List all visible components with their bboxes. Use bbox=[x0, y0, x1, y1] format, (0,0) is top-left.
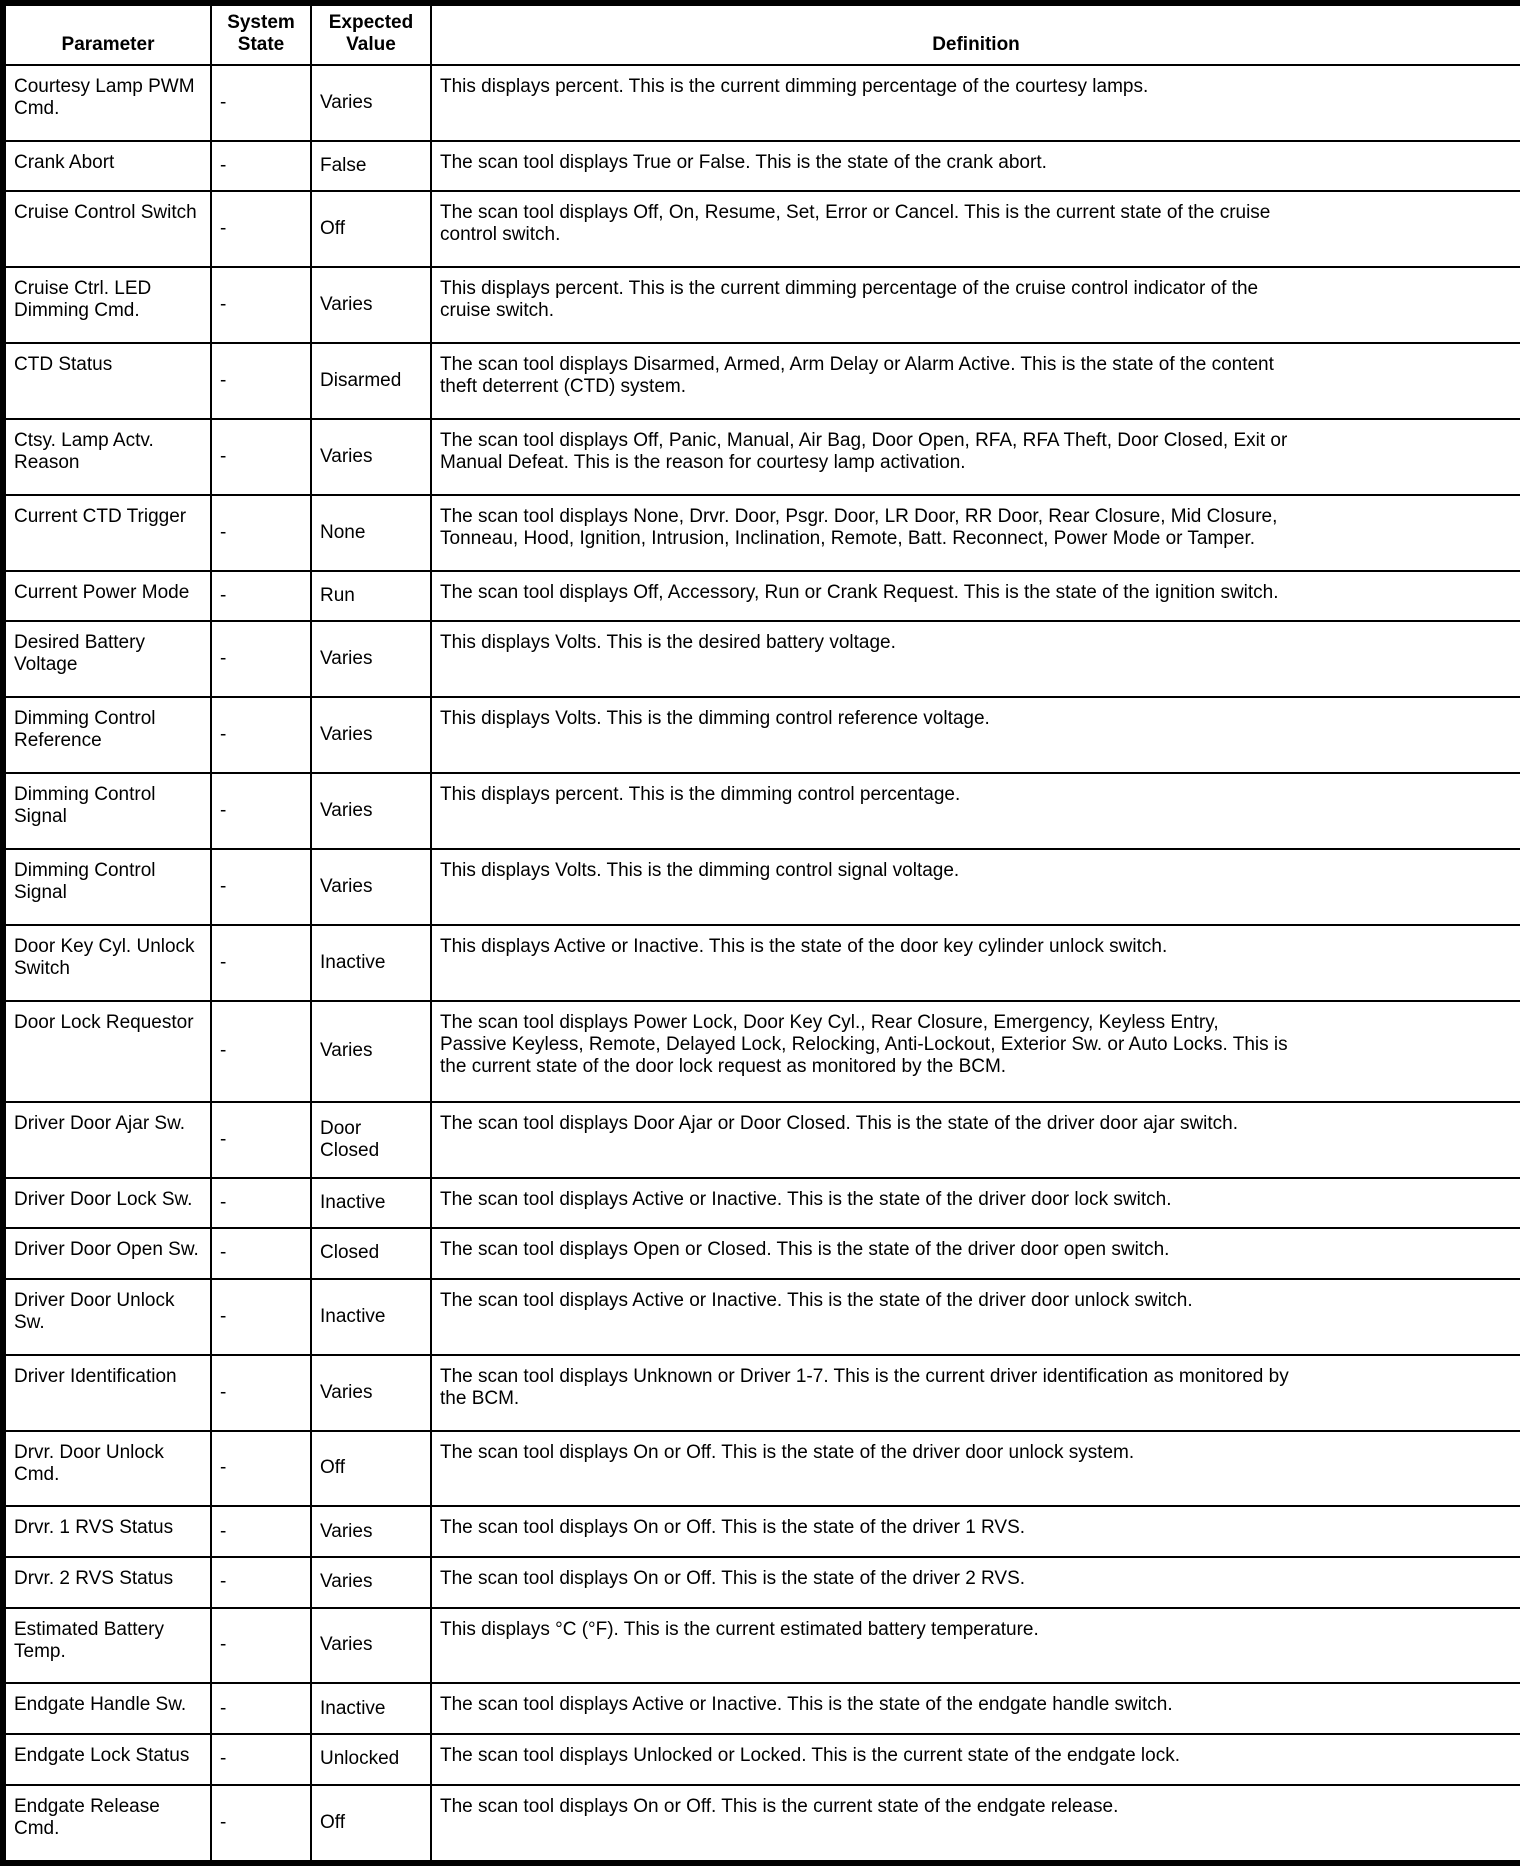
table-row bbox=[3, 495, 1520, 571]
cell-system-state: - bbox=[211, 1785, 311, 1863]
cell-expected-value: Varies bbox=[311, 697, 431, 773]
table-row bbox=[3, 267, 1520, 343]
table-row bbox=[3, 1001, 1520, 1102]
cell-parameter: Ctsy. Lamp Actv. Reason bbox=[3, 419, 211, 495]
cell-expected-value: Varies bbox=[311, 65, 431, 141]
cell-parameter: Crank Abort bbox=[3, 141, 211, 192]
cell-parameter: Estimated Battery Temp. bbox=[3, 1608, 211, 1684]
cell-definition: The scan tool displays On or Off. This is the state of the driver 2 RVS. bbox=[431, 1557, 1520, 1608]
cell-expected-value: Inactive bbox=[311, 1279, 431, 1355]
cell-definition: The scan tool displays Door Ajar or Door Closed. This is the state of the driver door ajar switch. bbox=[431, 1102, 1520, 1178]
cell-expected-value: Varies bbox=[311, 1608, 431, 1684]
cell-expected-value: Varies bbox=[311, 1506, 431, 1557]
cell-parameter: Dimming Control Signal bbox=[3, 849, 211, 925]
cell-parameter: Drvr. 2 RVS Status bbox=[3, 1557, 211, 1608]
cell-definition: The scan tool displays None, Drvr. Door, Psgr. Door, LR Door, RR Door, Rear Closure, Mid Closure, Tonneau, Hood, Ignition, Intrusion, Inclination, Remote, Batt. Reconnect, Power Mode or Tamper. bbox=[431, 495, 1520, 571]
cell-expected-value: Varies bbox=[311, 1001, 431, 1102]
cell-definition: The scan tool displays Active or Inactive. This is the state of the endgate handle switch. bbox=[431, 1683, 1520, 1734]
cell-parameter: Dimming Control Reference bbox=[3, 697, 211, 773]
cell-parameter: Door Lock Requestor bbox=[3, 1001, 211, 1102]
cell-system-state: - bbox=[211, 1178, 311, 1229]
cell-system-state: - bbox=[211, 1228, 311, 1279]
cell-definition: The scan tool displays Disarmed, Armed, Arm Delay or Alarm Active. This is the state of the content theft deterrent (CTD) system. bbox=[431, 343, 1520, 419]
cell-parameter: Endgate Lock Status bbox=[3, 1734, 211, 1785]
cell-definition: This displays Volts. This is the desired battery voltage. bbox=[431, 621, 1520, 697]
cell-definition: The scan tool displays On or Off. This is the current state of the endgate release. bbox=[431, 1785, 1520, 1863]
cell-definition: The scan tool displays True or False. This is the state of the crank abort. bbox=[431, 141, 1520, 192]
cell-system-state: - bbox=[211, 343, 311, 419]
cell-system-state: - bbox=[211, 1683, 311, 1734]
cell-parameter: Driver Identification bbox=[3, 1355, 211, 1431]
cell-parameter: Current Power Mode bbox=[3, 571, 211, 622]
cell-parameter: Dimming Control Signal bbox=[3, 773, 211, 849]
table-row bbox=[3, 1506, 1520, 1557]
cell-parameter: Desired Battery Voltage bbox=[3, 621, 211, 697]
table-row bbox=[3, 1431, 1520, 1507]
cell-system-state: - bbox=[211, 495, 311, 571]
cell-expected-value: None bbox=[311, 495, 431, 571]
cell-system-state: - bbox=[211, 1557, 311, 1608]
header-definition: Definition bbox=[431, 3, 1520, 65]
table-row bbox=[3, 1355, 1520, 1431]
table-row bbox=[3, 697, 1520, 773]
cell-parameter: Driver Door Open Sw. bbox=[3, 1228, 211, 1279]
cell-definition: The scan tool displays On or Off. This is the state of the driver door unlock system. bbox=[431, 1431, 1520, 1507]
cell-expected-value: Off bbox=[311, 1431, 431, 1507]
cell-parameter: Cruise Control Switch bbox=[3, 191, 211, 267]
cell-expected-value: Varies bbox=[311, 849, 431, 925]
table-row bbox=[3, 621, 1520, 697]
cell-system-state: - bbox=[211, 849, 311, 925]
cell-expected-value: Unlocked bbox=[311, 1734, 431, 1785]
cell-definition: The scan tool displays Off, On, Resume, Set, Error or Cancel. This is the current state of the cruise control switch. bbox=[431, 191, 1520, 267]
table-row bbox=[3, 1785, 1520, 1863]
cell-system-state: - bbox=[211, 65, 311, 141]
table-row bbox=[3, 849, 1520, 925]
table-row bbox=[3, 571, 1520, 622]
cell-expected-value: Varies bbox=[311, 1355, 431, 1431]
table-row bbox=[3, 1279, 1520, 1355]
cell-definition: The scan tool displays Open or Closed. This is the state of the driver door open switch. bbox=[431, 1228, 1520, 1279]
cell-parameter: Driver Door Unlock Sw. bbox=[3, 1279, 211, 1355]
cell-system-state: - bbox=[211, 1431, 311, 1507]
cell-definition: This displays Active or Inactive. This is the state of the door key cylinder unlock switch. bbox=[431, 925, 1520, 1001]
cell-definition: The scan tool displays Power Lock, Door Key Cyl., Rear Closure, Emergency, Keyless Entry, Passive Keyless, Remote, Delayed Lock, Relocking, Anti-Lockout, Exterior Sw. or Auto Locks. This is the current state of the door lock request as monitored by the BCM. bbox=[431, 1001, 1520, 1102]
cell-expected-value: Door Closed bbox=[311, 1102, 431, 1178]
table-row bbox=[3, 773, 1520, 849]
cell-system-state: - bbox=[211, 267, 311, 343]
cell-parameter: Current CTD Trigger bbox=[3, 495, 211, 571]
cell-definition: The scan tool displays Unknown or Driver 1-7. This is the current driver identification as monitored by the BCM. bbox=[431, 1355, 1520, 1431]
table-body bbox=[3, 65, 1520, 1863]
cell-expected-value: Off bbox=[311, 191, 431, 267]
cell-expected-value: Varies bbox=[311, 267, 431, 343]
cell-parameter: Door Key Cyl. Unlock Switch bbox=[3, 925, 211, 1001]
cell-expected-value: Off bbox=[311, 1785, 431, 1863]
cell-definition: The scan tool displays Off, Panic, Manual, Air Bag, Door Open, RFA, RFA Theft, Door Closed, Exit or Manual Defeat. This is the reason for courtesy lamp activation. bbox=[431, 419, 1520, 495]
cell-definition: This displays percent. This is the current dimming percentage of the cruise control indicator of the cruise switch. bbox=[431, 267, 1520, 343]
cell-expected-value: Inactive bbox=[311, 1178, 431, 1229]
cell-parameter: Driver Door Lock Sw. bbox=[3, 1178, 211, 1229]
cell-expected-value: Varies bbox=[311, 773, 431, 849]
cell-system-state: - bbox=[211, 419, 311, 495]
cell-system-state: - bbox=[211, 697, 311, 773]
cell-system-state: - bbox=[211, 1608, 311, 1684]
table-row bbox=[3, 191, 1520, 267]
header-expected-value: Expected Value bbox=[311, 3, 431, 65]
cell-definition: The scan tool displays Active or Inactive. This is the state of the driver door lock switch. bbox=[431, 1178, 1520, 1229]
cell-parameter: Courtesy Lamp PWM Cmd. bbox=[3, 65, 211, 141]
table-row bbox=[3, 1608, 1520, 1684]
table-row bbox=[3, 1557, 1520, 1608]
cell-definition: The scan tool displays Active or Inactive. This is the state of the driver door unlock switch. bbox=[431, 1279, 1520, 1355]
table-row bbox=[3, 141, 1520, 192]
cell-expected-value: Closed bbox=[311, 1228, 431, 1279]
cell-system-state: - bbox=[211, 1001, 311, 1102]
header-system-state: System State bbox=[211, 3, 311, 65]
cell-definition: This displays percent. This is the current dimming percentage of the courtesy lamps. bbox=[431, 65, 1520, 141]
cell-expected-value: Inactive bbox=[311, 925, 431, 1001]
table-row bbox=[3, 343, 1520, 419]
cell-system-state: - bbox=[211, 1279, 311, 1355]
cell-expected-value: False bbox=[311, 141, 431, 192]
cell-system-state: - bbox=[211, 1355, 311, 1431]
table-row bbox=[3, 65, 1520, 141]
cell-system-state: - bbox=[211, 621, 311, 697]
cell-system-state: - bbox=[211, 1734, 311, 1785]
cell-parameter: Drvr. 1 RVS Status bbox=[3, 1506, 211, 1557]
table-row bbox=[3, 1102, 1520, 1178]
cell-definition: The scan tool displays On or Off. This is the state of the driver 1 RVS. bbox=[431, 1506, 1520, 1557]
cell-expected-value: Run bbox=[311, 571, 431, 622]
table-row bbox=[3, 925, 1520, 1001]
cell-system-state: - bbox=[211, 571, 311, 622]
cell-parameter: Drvr. Door Unlock Cmd. bbox=[3, 1431, 211, 1507]
cell-expected-value: Inactive bbox=[311, 1683, 431, 1734]
cell-expected-value: Varies bbox=[311, 1557, 431, 1608]
cell-definition: The scan tool displays Unlocked or Locked. This is the current state of the endgate lock. bbox=[431, 1734, 1520, 1785]
cell-parameter: Driver Door Ajar Sw. bbox=[3, 1102, 211, 1178]
table-row bbox=[3, 1734, 1520, 1785]
cell-definition: This displays Volts. This is the dimming control reference voltage. bbox=[431, 697, 1520, 773]
cell-definition: This displays °C (°F). This is the current estimated battery temperature. bbox=[431, 1608, 1520, 1684]
cell-parameter: Cruise Ctrl. LED Dimming Cmd. bbox=[3, 267, 211, 343]
cell-definition: The scan tool displays Off, Accessory, Run or Crank Request. This is the state of the ignition switch. bbox=[431, 571, 1520, 622]
cell-parameter: CTD Status bbox=[3, 343, 211, 419]
cell-definition: This displays Volts. This is the dimming control signal voltage. bbox=[431, 849, 1520, 925]
cell-expected-value: Disarmed bbox=[311, 343, 431, 419]
header-row bbox=[3, 3, 1520, 65]
cell-expected-value: Varies bbox=[311, 419, 431, 495]
cell-parameter: Endgate Handle Sw. bbox=[3, 1683, 211, 1734]
cell-definition: This displays percent. This is the dimming control percentage. bbox=[431, 773, 1520, 849]
table-row bbox=[3, 1683, 1520, 1734]
cell-system-state: - bbox=[211, 773, 311, 849]
table-row bbox=[3, 419, 1520, 495]
cell-system-state: - bbox=[211, 191, 311, 267]
cell-system-state: - bbox=[211, 1102, 311, 1178]
cell-system-state: - bbox=[211, 141, 311, 192]
table-row bbox=[3, 1178, 1520, 1229]
table-row bbox=[3, 1228, 1520, 1279]
cell-system-state: - bbox=[211, 925, 311, 1001]
header-parameter: Parameter bbox=[3, 3, 211, 65]
cell-system-state: - bbox=[211, 1506, 311, 1557]
cell-expected-value: Varies bbox=[311, 621, 431, 697]
cell-parameter: Endgate Release Cmd. bbox=[3, 1785, 211, 1863]
